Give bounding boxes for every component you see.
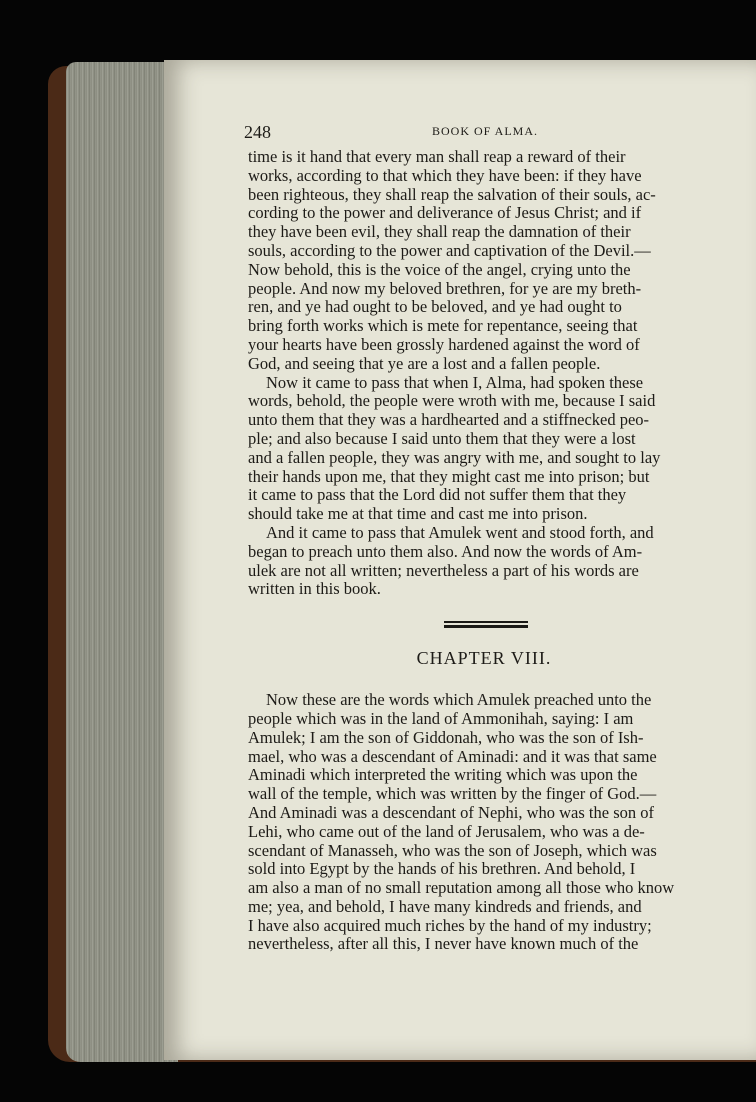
text-line: they have been evil, they shall reap the damnation of their	[248, 222, 631, 242]
text-line: I have also acquired much riches by the hand of my industry;	[248, 915, 652, 935]
text-line: began to preach unto them also. And now the words of Am-	[248, 541, 643, 561]
text-line: works, according to that which they have been: if they have	[248, 165, 642, 185]
page-number: 248	[244, 122, 271, 142]
text-line: nevertheless, after all this, I never have known much of the	[248, 934, 639, 954]
page-header	[244, 122, 720, 148]
text-line: written in this book.	[248, 579, 381, 599]
text-line: people which was in the land of Ammonihah, saying: I am	[248, 708, 634, 728]
divider-rule	[444, 621, 528, 623]
text-line: words, behold, the people were wroth with me, because I said	[248, 391, 656, 411]
text-line: ulek are not all written; nevertheless a part of his words are	[248, 560, 639, 580]
chapter-heading: CHAPTER VIII.	[416, 648, 552, 669]
text-line: And Aminadi was a descendant of Nephi, who was the son of	[248, 802, 654, 822]
running-head: BOOK OF ALMA.	[432, 124, 539, 138]
text-line: God, and seeing that ye are a lost and a fallen people.	[248, 353, 601, 373]
text-line: time is it hand that every man shall reap a reward of their	[248, 147, 626, 166]
text-line: bring forth works which is mete for repentance, seeing that	[248, 316, 638, 336]
page-edges	[66, 62, 178, 1062]
text-line: should take me at that time and cast me into prison.	[248, 504, 588, 524]
text-block	[244, 122, 720, 954]
text-line: ren, and ye had ought to be beloved, and ye had ought to	[248, 297, 622, 317]
text-line: Now these are the words which Amulek preached unto the	[266, 690, 652, 710]
text-line: Lehi, who came out of the land of Jerusalem, who was a de-	[248, 821, 645, 841]
text-line: Aminadi which interpreted the writing which was upon the	[248, 765, 638, 785]
text-line: unto them that they was a hardhearted and a stiffnecked peo-	[248, 410, 650, 430]
text-line: mael, who was a descendant of Aminadi: and it was that same	[248, 746, 657, 766]
text-line: Now it came to pass that when I, Alma, had spoken these	[266, 372, 644, 392]
chapter-paragraph	[248, 691, 720, 954]
text-line: people. And now my beloved brethren, for ye are my breth-	[248, 278, 642, 298]
text-line: me; yea, and behold, I have many kindreds and friends, and	[248, 896, 642, 916]
divider-rule	[444, 625, 528, 628]
book-page	[164, 60, 756, 1060]
paragraph-3	[248, 524, 720, 599]
text-line: it came to pass that the Lord did not suffer them that they	[248, 485, 627, 505]
text-line: Now behold, this is the voice of the angel, crying unto the	[248, 259, 631, 279]
text-line: wall of the temple, which was written by the finger of God.—	[248, 784, 657, 804]
text-line: been righteous, they shall reap the salvation of their souls, ac-	[248, 184, 656, 204]
text-line: scendant of Manasseh, who was the son of Joseph, which was	[248, 840, 657, 860]
text-line: Amulek; I am the son of Giddonah, who was the son of Ish-	[248, 727, 644, 747]
text-line: sold into Egypt by the hands of his brethren. And behold, I	[248, 859, 636, 879]
text-line: and a fallen people, they was angry with me, and sought to lay	[248, 447, 661, 467]
section-divider	[444, 621, 528, 628]
paragraph-1	[248, 148, 720, 374]
text-line: am also a man of no small reputation among all those who know	[248, 878, 675, 898]
text-line: souls, according to the power and captivation of the Devil.—	[248, 240, 651, 260]
paragraph-2	[248, 374, 720, 524]
text-line: cording to the power and deliverance of Jesus Christ; and if	[248, 203, 642, 223]
text-line: ple; and also because I said unto them that they were a lost	[248, 428, 636, 448]
text-line: their hands upon me, that they might cast me into prison; but	[248, 466, 650, 486]
text-line: And it came to pass that Amulek went and stood forth, and	[266, 522, 654, 542]
text-line: your hearts have been grossly hardened against the word of	[248, 334, 640, 354]
